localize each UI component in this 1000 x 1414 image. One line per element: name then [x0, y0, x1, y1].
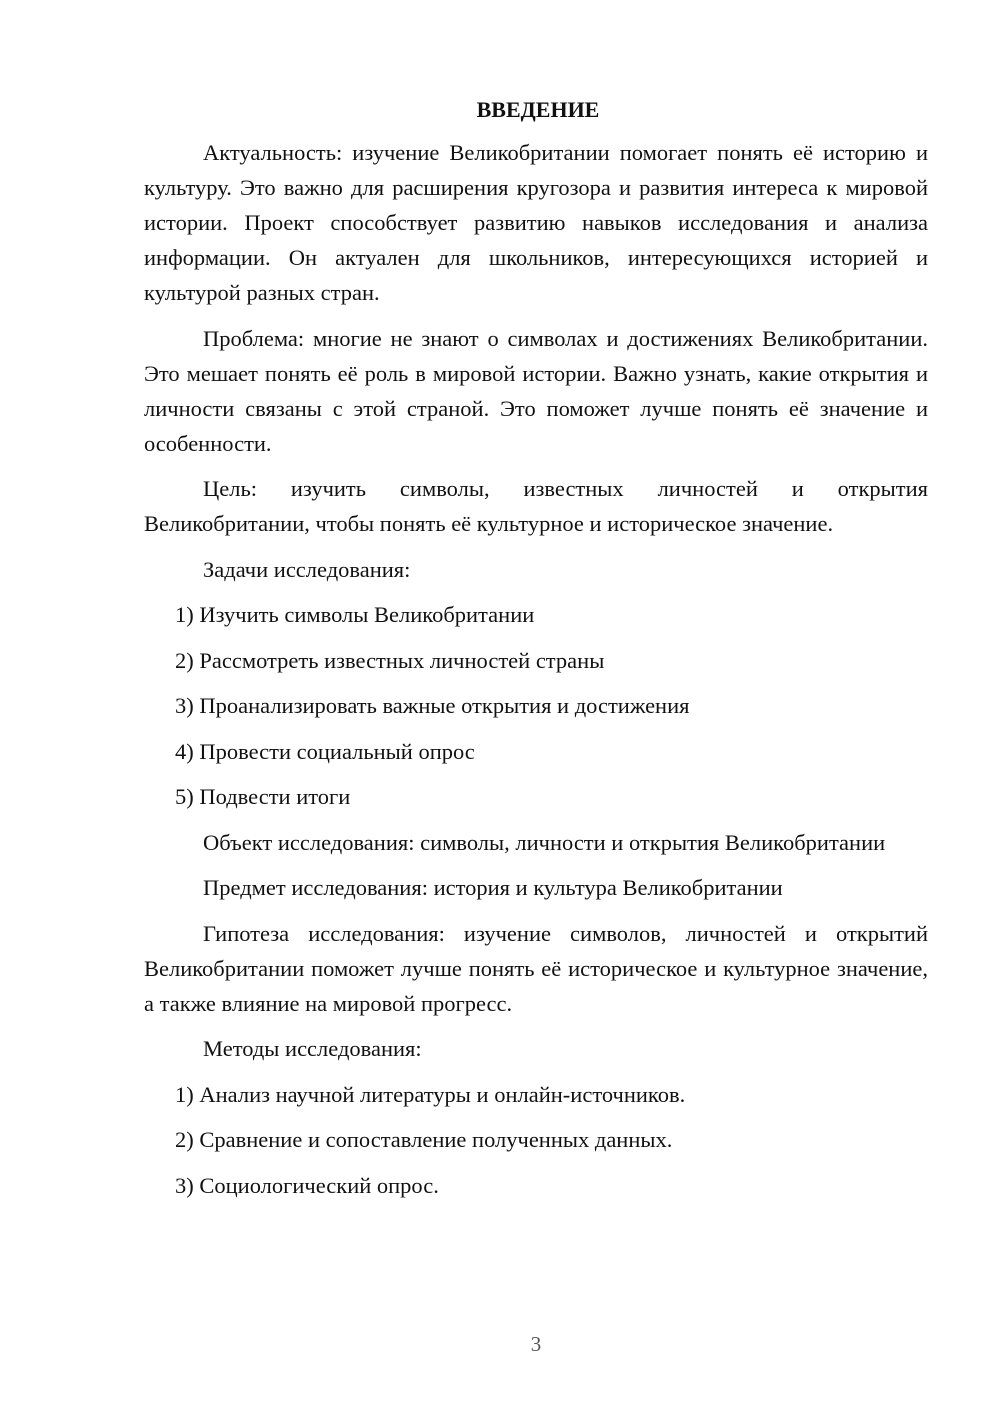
- method-item: 1) Анализ научной литературы и онлайн-источников.: [175, 1081, 686, 1107]
- page-title: ВВЕДЕНИЕ: [476, 97, 600, 122]
- task-item: 5) Подвести итоги: [175, 784, 351, 809]
- page-number: 3: [530, 1332, 542, 1356]
- goal-paragraph: Цель: изучить символы, известных личностей и открытия Великобритании, чтобы понять её культурное и историческое значение.: [144, 476, 928, 536]
- relevance-paragraph: Актуальность: изучение Великобритании помогает понять её историю и культуру. Это важно для расширения кругозора и развития интереса к мировой истории. Проект способствует развитию навыков исследования и анализа информации. Он актуален для школьников, интересующихся историей и культурой разных стран.: [144, 140, 928, 305]
- task-item: 1) Изучить символы Великобритании: [175, 602, 535, 627]
- problem-paragraph: Проблема: многие не знают о символах и достижениях Великобритании. Это мешает понять её роль в мировой истории. Важно узнать, какие открытия и личности связаны с этой страной. Это поможет лучше понять её значение и особенности.: [144, 325, 928, 456]
- task-item: 3) Проанализировать важные открытия и достижения: [175, 693, 690, 718]
- subject-paragraph: Предмет исследования: история и культура Великобритании: [203, 875, 783, 900]
- task-item: 2) Рассмотреть известных личностей страны: [175, 647, 605, 673]
- methods-heading: Методы исследования:: [203, 1036, 422, 1061]
- method-item: 2) Сравнение и сопоставление полученных данных.: [175, 1127, 673, 1152]
- task-item: 4) Провести социальный опрос: [175, 738, 475, 764]
- object-paragraph: Объект исследования: символы, личности и открытия Великобритании: [203, 829, 886, 855]
- hypothesis-paragraph: Гипотеза исследования: изучение символов, личностей и открытий Великобритании поможет лучше понять её историческое и культурное значение, а также влияние на мировой прогресс.: [144, 920, 928, 1016]
- page-content: [144, 92, 928, 1213]
- tasks-heading: Задачи исследования:: [203, 556, 411, 582]
- method-item: 3) Социологический опрос.: [175, 1172, 439, 1198]
